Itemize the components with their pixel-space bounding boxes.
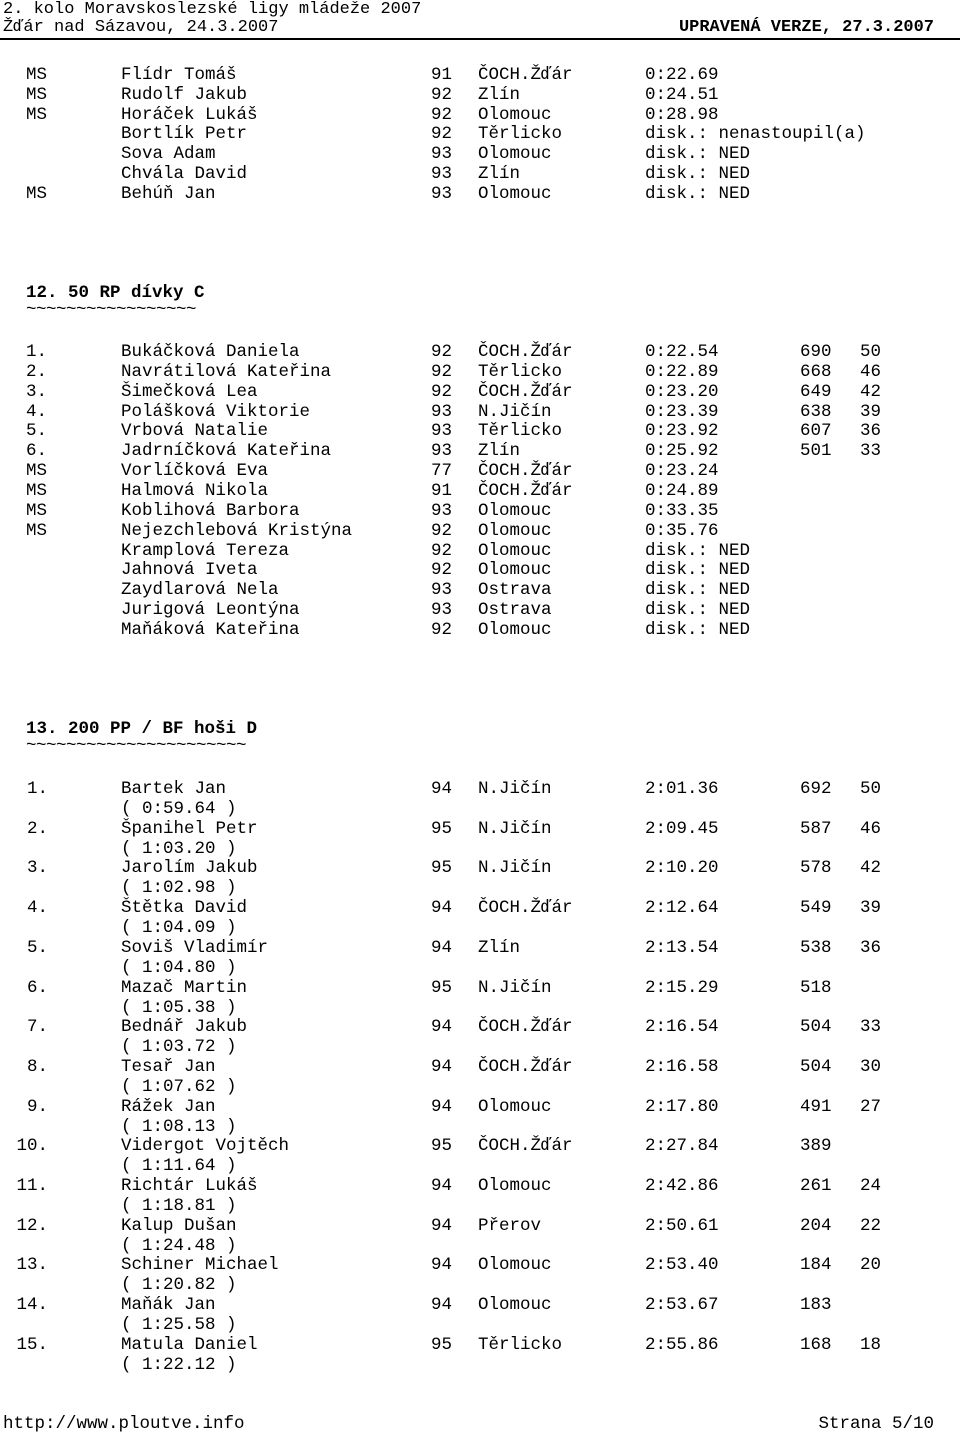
club-name: ČOCH.Žďár (478, 1056, 573, 1077)
result-row (0, 402, 960, 422)
club-name: Zlín (478, 164, 521, 184)
birth-year: 91 (431, 65, 453, 85)
birth-year: 93 (431, 144, 453, 165)
club-name: ČOCH.Žďár (478, 898, 573, 919)
birth-year: 94 (431, 1295, 453, 1316)
birth-year: 92 (431, 104, 453, 125)
club-name: Těrlicko (478, 124, 563, 145)
points: 668 (800, 361, 832, 382)
birth-year: 93 (431, 600, 453, 621)
club-name: Těrlicko (478, 421, 563, 442)
points: 518 (800, 977, 832, 998)
place-cell: 12. (16, 1215, 48, 1236)
result-row (0, 580, 960, 600)
club-name: Olomouc (478, 1255, 552, 1276)
swimmer-name: Halmová Nikola (121, 480, 269, 501)
points: 261 (800, 1176, 832, 1196)
place-cell: 4. (26, 898, 48, 919)
club-name: Olomouc (478, 104, 552, 125)
result-row (0, 105, 960, 125)
split-time: ( 1:20.82 ) (121, 1275, 237, 1296)
split-time: ( 1:03.72 ) (121, 1037, 237, 1058)
swimmer-name: Matula Daniel (121, 1334, 258, 1355)
place-cell: 15. (16, 1334, 48, 1355)
result-time: 0:23.24 (645, 461, 719, 482)
split-time: ( 1:02.98 ) (121, 878, 237, 899)
place-cell: 2. (26, 361, 48, 382)
league-points: 20 (860, 1255, 882, 1276)
place-cell: MS (26, 65, 48, 85)
result-time: disk.: NED (645, 144, 751, 165)
result-time: 2:42.86 (645, 1176, 719, 1196)
result-row (0, 560, 960, 580)
birth-year: 94 (431, 1096, 453, 1117)
result-time: disk.: NED (645, 619, 751, 640)
points: 690 (800, 342, 832, 362)
split-time: ( 1:18.81 ) (121, 1196, 237, 1216)
points: 638 (800, 401, 832, 422)
birth-year: 92 (431, 619, 453, 640)
swimmer-name: Horáček Lukáš (121, 104, 258, 125)
result-row (0, 898, 960, 918)
split-time: ( 1:22.12 ) (121, 1354, 237, 1375)
club-name: ČOCH.Žďár (478, 461, 573, 482)
league-points: 39 (860, 898, 882, 919)
league-points: 30 (860, 1056, 882, 1077)
club-name: Olomouc (478, 560, 552, 581)
place-cell: MS (26, 480, 48, 501)
club-name: ČOCH.Žďár (478, 342, 573, 362)
birth-year: 92 (431, 560, 453, 581)
result-row (0, 85, 960, 105)
birth-year: 93 (431, 401, 453, 422)
swimmer-name: Tesař Jan (121, 1056, 216, 1077)
result-time: 2:12.64 (645, 898, 719, 919)
club-name: N.Jičín (478, 779, 552, 799)
place-cell: 8. (26, 1056, 48, 1077)
place-cell: 6. (26, 977, 48, 998)
club-name: Přerov (478, 1215, 542, 1236)
result-row (0, 382, 960, 402)
points: 504 (800, 1056, 832, 1077)
club-name: Zlín (478, 84, 521, 105)
swimmer-name: Mazač Martin (121, 977, 248, 998)
club-name: Zlín (478, 441, 521, 462)
league-points: 39 (860, 401, 882, 422)
place-cell: MS (26, 461, 48, 482)
result-row (0, 481, 960, 501)
swimmer-name: Navrátilová Kateřina (121, 361, 332, 382)
swimmer-name: Zaydlarová Nela (121, 580, 279, 601)
club-name: Těrlicko (478, 361, 563, 382)
league-points: 42 (860, 381, 882, 402)
place-cell: 13. (16, 1255, 48, 1276)
result-time: 2:10.20 (645, 858, 719, 879)
points: 183 (800, 1295, 832, 1316)
result-row (0, 978, 960, 998)
club-name: N.Jičín (478, 401, 552, 422)
swimmer-name: Soviš Vladimír (121, 937, 269, 958)
result-row (0, 461, 960, 481)
points: 504 (800, 1017, 832, 1038)
points: 501 (800, 441, 832, 462)
result-row (0, 600, 960, 620)
swimmer-name: Španihel Petr (121, 818, 258, 839)
swimmer-name: Šimečková Lea (121, 381, 258, 402)
league-points: 42 (860, 858, 882, 879)
result-row (0, 938, 960, 958)
swimmer-name: Chvála David (121, 164, 248, 184)
swimmer-name: Sova Adam (121, 144, 216, 165)
birth-year: 95 (431, 858, 453, 879)
points: 168 (800, 1334, 832, 1355)
place-cell: 5. (26, 421, 48, 442)
result-time: disk.: NED (645, 540, 751, 561)
result-row (0, 1216, 960, 1236)
club-name: N.Jičín (478, 977, 552, 998)
birth-year: 94 (431, 898, 453, 919)
result-row (0, 1097, 960, 1117)
league-points: 46 (860, 361, 882, 382)
place-cell: MS (26, 104, 48, 125)
club-name: ČOCH.Žďár (478, 381, 573, 402)
place-cell: MS (26, 500, 48, 521)
section-title: 13. 200 PP / BF hoši D (26, 719, 258, 739)
page-number: Strana 5/10 (818, 1414, 934, 1434)
result-time: 2:50.61 (645, 1215, 719, 1236)
swimmer-name: Vidergot Vojtěch (121, 1136, 290, 1157)
result-row (0, 124, 960, 144)
place-cell: MS (26, 520, 48, 541)
swimmer-name: Kalup Dušan (121, 1215, 237, 1236)
result-row (0, 144, 960, 164)
birth-year: 94 (431, 937, 453, 958)
result-time: 0:35.76 (645, 520, 719, 541)
points: 578 (800, 858, 832, 879)
swimmer-name: Kramplová Tereza (121, 540, 290, 561)
result-row (0, 501, 960, 521)
result-time: 0:23.92 (645, 421, 719, 442)
result-time: 0:23.39 (645, 401, 719, 422)
result-time: 0:25.92 (645, 441, 719, 462)
club-name: N.Jičín (478, 858, 552, 879)
result-row (0, 441, 960, 461)
league-points: 50 (860, 779, 882, 799)
result-row (0, 541, 960, 561)
split-time: ( 1:08.13 ) (121, 1116, 237, 1137)
points: 491 (800, 1096, 832, 1117)
swimmer-name: Schiner Michael (121, 1255, 279, 1276)
result-row (0, 184, 960, 204)
split-time: ( 0:59.64 ) (121, 799, 237, 819)
birth-year: 77 (431, 461, 453, 482)
club-name: Olomouc (478, 520, 552, 541)
place-cell: MS (26, 84, 48, 105)
birth-year: 94 (431, 1017, 453, 1038)
league-points: 50 (860, 342, 882, 362)
page-footer (0, 1414, 960, 1436)
birth-year: 95 (431, 1334, 453, 1355)
result-row (0, 342, 960, 362)
result-row (0, 164, 960, 184)
points: 587 (800, 818, 832, 839)
club-name: Olomouc (478, 1295, 552, 1316)
result-row (0, 1017, 960, 1037)
swimmer-name: Rudolf Jakub (121, 84, 248, 105)
result-time: 2:01.36 (645, 779, 719, 799)
swimmer-name: Vrbová Natalie (121, 421, 269, 442)
place-cell: 1. (26, 779, 48, 799)
swimmer-name: Flídr Tomáš (121, 65, 237, 85)
birth-year: 92 (431, 342, 453, 362)
swimmer-name: Jadrníčková Kateřina (121, 441, 332, 462)
result-row (0, 819, 960, 839)
result-time: disk.: NED (645, 600, 751, 621)
result-time: 0:28.98 (645, 104, 719, 125)
result-time: 2:55.86 (645, 1334, 719, 1355)
place-cell: 9. (26, 1096, 48, 1117)
result-row (0, 521, 960, 541)
place-cell: 4. (26, 401, 48, 422)
birth-year: 93 (431, 580, 453, 601)
header-rule (0, 38, 960, 40)
result-time: 0:22.54 (645, 342, 719, 362)
result-time: 2:09.45 (645, 818, 719, 839)
result-time: 2:16.58 (645, 1056, 719, 1077)
swimmer-name: Vorlíčková Eva (121, 461, 269, 482)
club-name: ČOCH.Žďár (478, 1136, 573, 1157)
league-points: 27 (860, 1096, 882, 1117)
result-row (0, 779, 960, 799)
place-cell: 1. (26, 342, 48, 362)
place-cell: 6. (26, 441, 48, 462)
result-row (0, 1255, 960, 1275)
club-name: Olomouc (478, 619, 552, 640)
result-time: disk.: NED (645, 183, 751, 204)
points: 538 (800, 937, 832, 958)
section-underline: ~~~~~~~~~~~~~~~~~~~~~~ (26, 736, 247, 756)
page-header (0, 0, 960, 40)
swimmer-name: Jarolím Jakub (121, 858, 258, 879)
swimmer-name: Nejezchlebová Kristýna (121, 520, 353, 541)
points: 649 (800, 381, 832, 402)
place-cell: 5. (26, 937, 48, 958)
birth-year: 93 (431, 421, 453, 442)
club-name: Olomouc (478, 540, 552, 561)
result-row (0, 1057, 960, 1077)
result-time: disk.: NED (645, 560, 751, 581)
swimmer-name: Bortlík Petr (121, 124, 248, 145)
league-points: 24 (860, 1176, 882, 1196)
place-cell: 10. (16, 1136, 48, 1157)
place-cell: 11. (16, 1176, 48, 1196)
location-date: Žďár nad Sázavou, 24.3.2007 (3, 18, 279, 37)
split-time: ( 1:04.80 ) (121, 957, 237, 978)
result-time: 0:24.51 (645, 84, 719, 105)
section-underline: ~~~~~~~~~~~~~~~~~ (26, 300, 197, 320)
club-name: Olomouc (478, 500, 552, 521)
birth-year: 92 (431, 124, 453, 145)
birth-year: 94 (431, 1215, 453, 1236)
result-time: 0:23.20 (645, 381, 719, 402)
result-time: 2:17.80 (645, 1096, 719, 1117)
place-cell: 2. (26, 818, 48, 839)
league-points: 33 (860, 1017, 882, 1038)
result-time: 0:22.69 (645, 65, 719, 85)
birth-year: 92 (431, 520, 453, 541)
league-points: 46 (860, 818, 882, 839)
result-row (0, 421, 960, 441)
split-time: ( 1:03.20 ) (121, 838, 237, 859)
birth-year: 94 (431, 1176, 453, 1196)
swimmer-name: Polášková Viktorie (121, 401, 311, 422)
birth-year: 93 (431, 183, 453, 204)
result-row (0, 362, 960, 382)
footer-link[interactable]: http://www.ploutve.info (3, 1414, 245, 1434)
birth-year: 92 (431, 84, 453, 105)
result-time: disk.: NED (645, 164, 751, 184)
split-time: ( 1:24.48 ) (121, 1235, 237, 1256)
swimmer-name: Jurigová Leontýna (121, 600, 300, 621)
result-row (0, 1176, 960, 1196)
points: 389 (800, 1136, 832, 1157)
section-title: 12. 50 RP dívky C (26, 283, 205, 303)
points: 204 (800, 1215, 832, 1236)
points: 607 (800, 421, 832, 442)
result-row (0, 620, 960, 640)
league-points: 18 (860, 1334, 882, 1355)
club-name: ČOCH.Žďár (478, 65, 573, 85)
result-time: 2:16.54 (645, 1017, 719, 1038)
result-time: 2:53.67 (645, 1295, 719, 1316)
birth-year: 93 (431, 164, 453, 184)
club-name: ČOCH.Žďár (478, 480, 573, 501)
birth-year: 95 (431, 818, 453, 839)
place-cell: MS (26, 183, 48, 204)
result-time: disk.: nenastoupil(a) (645, 124, 866, 145)
swimmer-name: Jahnová Iveta (121, 560, 258, 581)
swimmer-name: Maňáková Kateřina (121, 619, 300, 640)
result-time: 0:24.89 (645, 480, 719, 501)
club-name: Olomouc (478, 1176, 552, 1196)
split-time: ( 1:07.62 ) (121, 1076, 237, 1097)
place-cell: 14. (16, 1295, 48, 1316)
swimmer-name: Bednář Jakub (121, 1017, 248, 1038)
birth-year: 95 (431, 977, 453, 998)
swimmer-name: Maňák Jan (121, 1295, 216, 1316)
league-points: 22 (860, 1215, 882, 1236)
swimmer-name: Rážek Jan (121, 1096, 216, 1117)
birth-year: 91 (431, 480, 453, 501)
place-cell: 3. (26, 381, 48, 402)
club-name: Olomouc (478, 144, 552, 165)
club-name: ČOCH.Žďár (478, 1017, 573, 1038)
result-row (0, 65, 960, 85)
split-time: ( 1:04.09 ) (121, 918, 237, 939)
result-time: 2:13.54 (645, 937, 719, 958)
swimmer-name: Koblihová Barbora (121, 500, 300, 521)
points: 184 (800, 1255, 832, 1276)
club-name: N.Jičín (478, 818, 552, 839)
result-row (0, 1335, 960, 1355)
club-name: Zlín (478, 937, 521, 958)
split-time: ( 1:25.58 ) (121, 1315, 237, 1336)
result-time: 0:22.89 (645, 361, 719, 382)
club-name: Těrlicko (478, 1334, 563, 1355)
points: 549 (800, 898, 832, 919)
swimmer-name: Richtár Lukáš (121, 1176, 258, 1196)
birth-year: 93 (431, 500, 453, 521)
points: 692 (800, 779, 832, 799)
birth-year: 92 (431, 540, 453, 561)
swimmer-name: Štětka David (121, 898, 248, 919)
result-time: 2:15.29 (645, 977, 719, 998)
swimmer-name: Bartek Jan (121, 779, 227, 799)
version-label: UPRAVENÁ VERZE, 27.3.2007 (678, 18, 934, 37)
split-time: ( 1:11.64 ) (121, 1156, 237, 1177)
result-time: disk.: NED (645, 580, 751, 601)
result-time: 2:27.84 (645, 1136, 719, 1157)
birth-year: 93 (431, 441, 453, 462)
result-time: 0:33.35 (645, 500, 719, 521)
club-name: Ostrava (478, 600, 552, 621)
result-row (0, 1136, 960, 1156)
swimmer-name: Bukáčková Daniela (121, 342, 300, 362)
birth-year: 94 (431, 1255, 453, 1276)
swimmer-name: Behúň Jan (121, 183, 216, 204)
result-row (0, 858, 960, 878)
club-name: Olomouc (478, 183, 552, 204)
league-points: 36 (860, 937, 882, 958)
split-time: ( 1:05.38 ) (121, 997, 237, 1018)
birth-year: 94 (431, 1056, 453, 1077)
club-name: Olomouc (478, 1096, 552, 1117)
club-name: Ostrava (478, 580, 552, 601)
birth-year: 92 (431, 361, 453, 382)
place-cell: 3. (26, 858, 48, 879)
birth-year: 95 (431, 1136, 453, 1157)
result-row (0, 1295, 960, 1315)
birth-year: 94 (431, 779, 453, 799)
league-points: 33 (860, 441, 882, 462)
competition-title: 2. kolo Moravskoslezské ligy mládeže 2007 (3, 0, 422, 19)
league-points: 36 (860, 421, 882, 442)
result-time: 2:53.40 (645, 1255, 719, 1276)
birth-year: 92 (431, 381, 453, 402)
place-cell: 7. (26, 1017, 48, 1038)
